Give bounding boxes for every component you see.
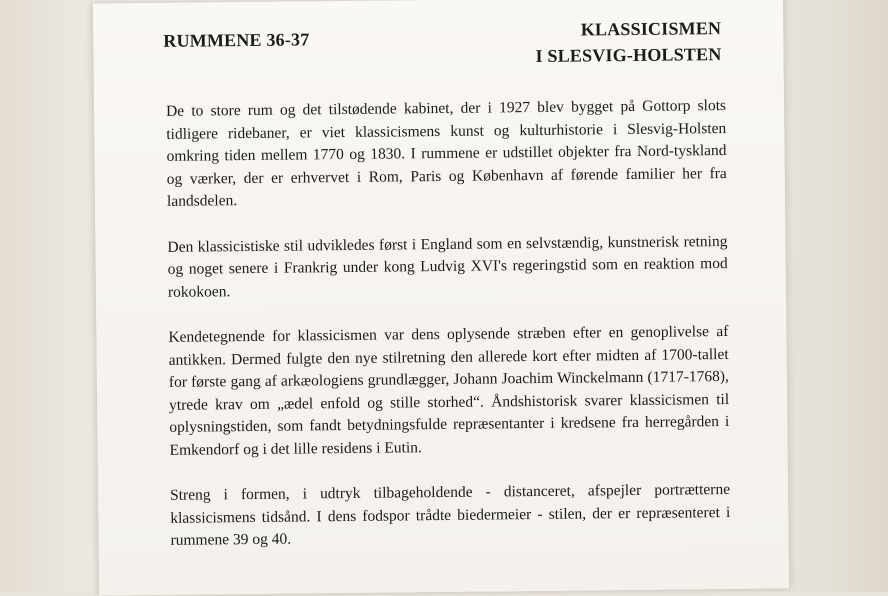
paragraph-intro: De to store rum og det tilstødende kabinet, der i 1927 blev bygget på Gottorp slots tidligere ridebaner, er viet klassicismens kunst og kulturhistorie i Slesvig-Holsten omkring tiden mellem 1770 og 1830. I rummene er udstillet objekter fra Nord-tyskland og værker, der er erhvervet i Rom, Paris og København af førende familier her fra landsdelen. [165,97,727,210]
panel-title-line-1: KLASSICISMEN [580,18,722,40]
museum-info-panel [93,0,789,596]
panel-title-line-2: I SLESVIG-HOLSTEN [535,44,722,66]
room-label: RUMMENE 36-37 [163,29,310,51]
paragraph-characteristics: Kendetegnende for klassicismen var dens oplysende stræben efter en genoplivelse af antikken. Dermed fulgte den nye stilretning den allerede kort efter midten af 1700-tallet for første gang af arkæologiens grundlægger, Johann Joachim Winckelmann (1717-1768), ytrede krav om „ædel enfold og stille storhed“. Åndshistorisk svarer klassicismen til oplysningstiden, som fandt betydningsfulde repræsentanter i kredsene fra herregården i Emkendorf og i det lille residens i Eutin. [168,322,730,459]
panel-body [166,95,731,552]
paragraph-portraits: Streng i formen, i udtryk tilbageholdende - distanceret, afspejler portrætterne klassicismens tidsånd. I dens fodspor trådte biedermeier - stilen, der er repræsenteret i rummene 39 og 40. [169,480,731,549]
panel-title [535,15,722,69]
paragraph-origin: Den klassicistiske stil udvikledes først i England som en selvstændig, kunstnerisk retning og noget senere i Frankrig under kong Ludvig XVI's regeringstid som en reaktion mod rokokoen. [167,232,728,301]
